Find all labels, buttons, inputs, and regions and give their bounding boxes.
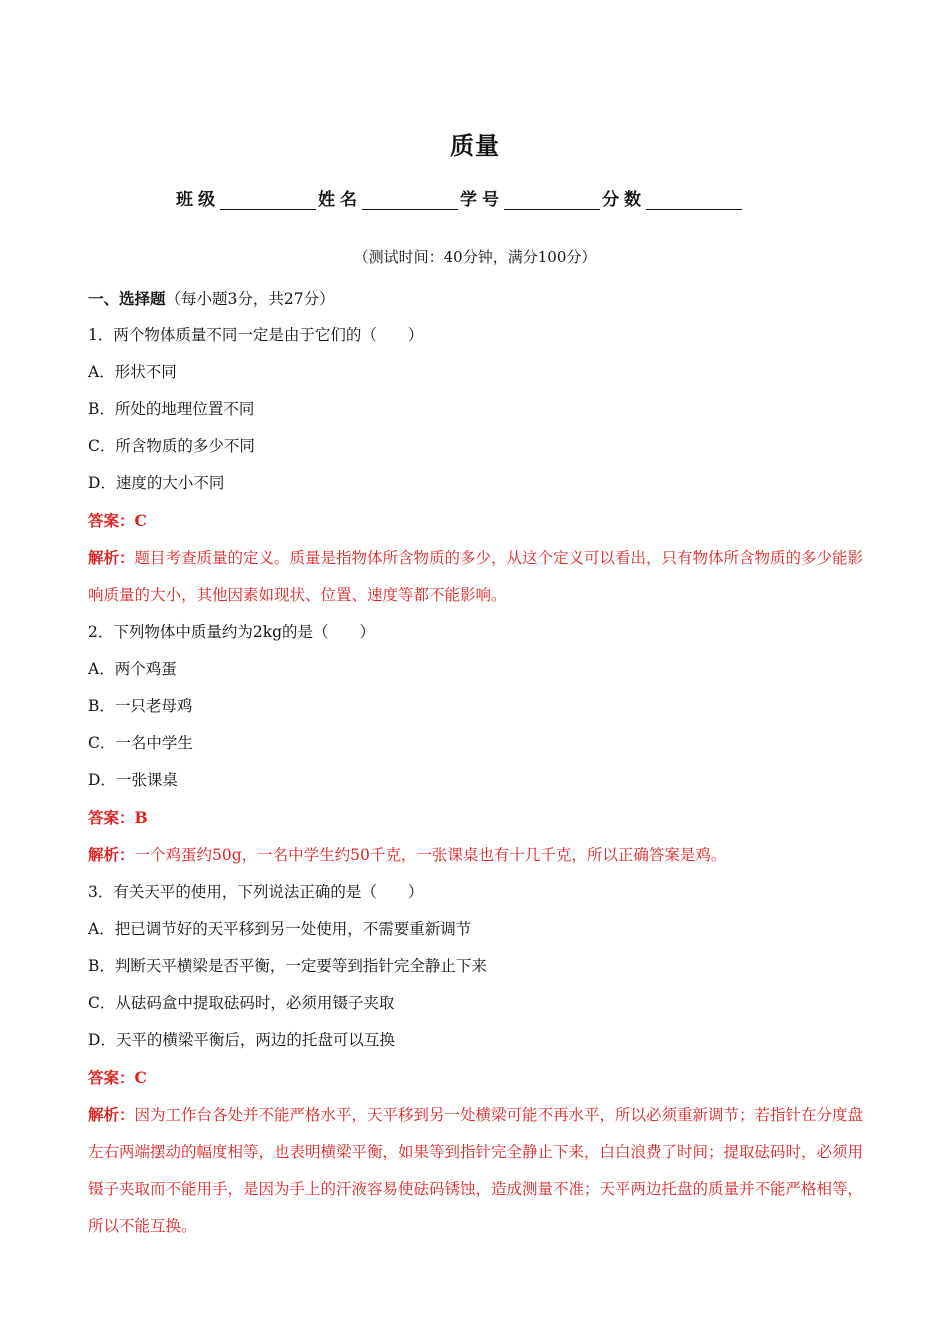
- option-c: C．一名中学生: [88, 734, 193, 752]
- question-stem: 2．下列物体中质量约为2kg的是（ ）: [88, 623, 376, 641]
- answer: [88, 1059, 868, 1096]
- question-3: [88, 874, 868, 1245]
- score-blank[interactable]: [646, 189, 742, 210]
- answer: [88, 799, 868, 836]
- section-title: 一、选择题: [88, 289, 166, 308]
- test-meta: （测试时间：40分钟，满分100分）: [353, 248, 597, 266]
- student-id-label: 学号: [460, 190, 504, 210]
- option-a: A．把已调节好的天平移到另一处使用，不需要重新调节: [88, 920, 472, 938]
- analysis-text: 一个鸡蛋约50g，一名中学生约50千克，一张课桌也有十几千克，所以正确答案是鸡。: [134, 846, 727, 864]
- analysis: [88, 539, 868, 614]
- class-blank[interactable]: [220, 189, 316, 210]
- answer-label: 答案：: [88, 1068, 135, 1087]
- analysis: [88, 1096, 868, 1245]
- name-blank[interactable]: [362, 189, 458, 210]
- student-info-row: [176, 182, 776, 210]
- analysis-label: 解析：: [88, 845, 135, 864]
- answer-value: C: [134, 1068, 147, 1087]
- option-a: A．形状不同: [88, 363, 177, 381]
- content: [88, 280, 868, 1245]
- answer: [88, 502, 868, 539]
- name-label: 姓名: [318, 190, 362, 210]
- analysis-text: 题目考查质量的定义。质量是指物体所含物质的多少，从这个定义可以看出，只有物体所含物质的多少能影响质量的大小，其他因素如现状、位置、速度等都不能影响。: [88, 549, 864, 604]
- option-d: D．一张课桌: [88, 771, 178, 789]
- section-note: （每小题3分，共27分）: [165, 290, 335, 308]
- section-heading: [88, 280, 868, 317]
- option-b: B．判断天平横梁是否平衡，一定要等到指针完全静止下来: [88, 957, 487, 975]
- answer-label: 答案：: [88, 511, 135, 530]
- page-title: 质量: [450, 131, 500, 160]
- option-a: A．两个鸡蛋: [88, 660, 177, 678]
- class-label: 班级: [176, 190, 220, 210]
- question-2: [88, 614, 868, 874]
- option-c: C．所含物质的多少不同: [88, 437, 255, 455]
- analysis: [88, 836, 868, 874]
- option-d: D．天平的横梁平衡后，两边的托盘可以互换: [88, 1031, 395, 1049]
- option-b: B．一只老母鸡: [88, 697, 193, 715]
- answer-value: B: [134, 808, 148, 827]
- option-d: D．速度的大小不同: [88, 474, 225, 492]
- question-1: [88, 317, 868, 614]
- answer-value: C: [134, 511, 147, 530]
- student-id-blank[interactable]: [504, 189, 600, 210]
- analysis-label: 解析：: [88, 548, 135, 567]
- answer-label: 答案：: [88, 808, 135, 827]
- option-c: C．从砝码盒中提取砝码时，必须用镊子夹取: [88, 994, 395, 1012]
- score-label: 分数: [602, 190, 646, 210]
- option-b: B．所处的地理位置不同: [88, 400, 255, 418]
- question-stem: 3．有关天平的使用，下列说法正确的是（ ）: [88, 883, 424, 901]
- question-stem: 1．两个物体质量不同一定是由于它们的（ ）: [88, 326, 424, 344]
- analysis-label: 解析：: [88, 1105, 135, 1124]
- analysis-text: 因为工作台各处并不能严格水平，天平移到另一处横梁可能不再水平，所以必须重新调节；若指针在分度盘左右两端摆动的幅度相等，也表明横梁平衡，如果等到指针完全静止下来，白白浪费了时间；提取砝码时，必须用镊子夹取而不能用手，是因为手上的汗液容易使砝码锈蚀，造成测量不准；天平两边托盘的质量并不能严格相等，所以不能互换。: [88, 1106, 864, 1235]
